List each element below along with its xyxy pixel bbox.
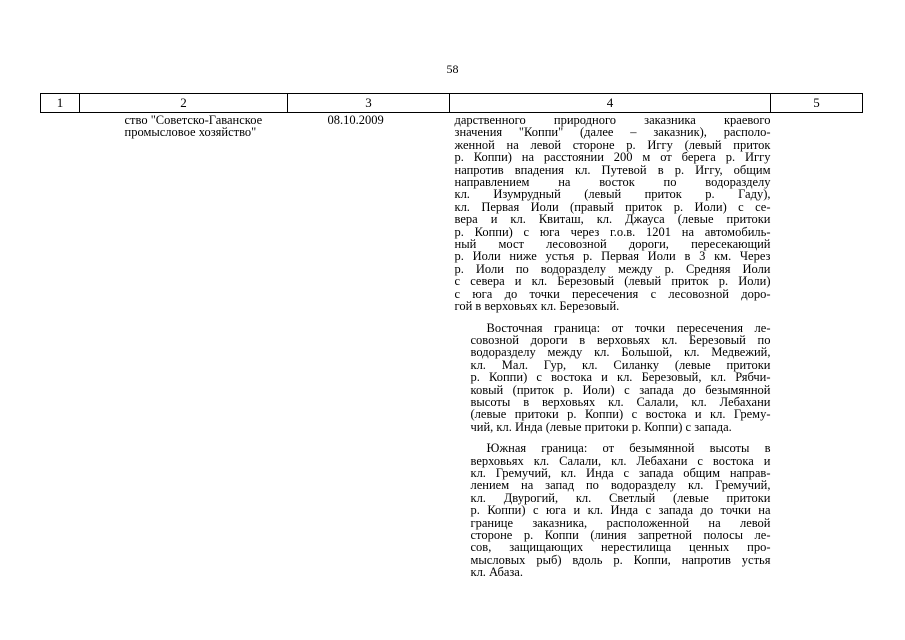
- organization-line: ство "Советско-Гаванское: [124, 113, 263, 127]
- description-line: сов, защищающих нерестилища ценных про-: [470, 540, 771, 555]
- description-line: кл. Гремучий, кл. Инда с запада общим направ-: [470, 465, 771, 480]
- description-line: верховьях кл. Салали, кл. Лебахани с востока и: [470, 453, 771, 468]
- cell-date: 08.10.2009: [327, 113, 384, 127]
- description-line: напротив впадения кл. Путевой в р. Иггу, общим: [454, 162, 771, 177]
- description-line: Восточная граница: от точки пересечения ле-: [486, 320, 771, 335]
- organization-line: промысловое хозяйство": [124, 125, 257, 140]
- description-paragraph: [455, 442, 771, 578]
- description-line: значения "Коппи" (далее – заказник), располо-: [454, 125, 771, 140]
- boundary-description: [455, 114, 771, 579]
- description-line: ный мост лесовозной дороги, пересекающий: [454, 237, 771, 252]
- description-line: р. Коппи) с востока и кл. Березовый, кл. Рябчи-: [470, 370, 771, 385]
- description-line: с севера и кл. Березовый (левый приток р. Иоли): [454, 274, 771, 289]
- cell-number: [41, 113, 80, 588]
- description-line: с юга до точки пересечения с лесовозной доро-: [454, 286, 771, 301]
- description-line: мысловых рыб) вдоль р. Коппи, напротив устья: [470, 552, 771, 567]
- cell-boundary-description: [450, 113, 771, 588]
- table-header-row: [41, 94, 863, 113]
- column-header-4: 4: [450, 94, 771, 113]
- description-line: границе заказника, расположенной на левой: [470, 515, 771, 530]
- description-line: ковый (приток р. Иоли) с запада до безымянной: [470, 382, 771, 397]
- description-line: водоразделу между кл. Большой, кл. Медвежий,: [470, 345, 771, 360]
- description-line: кл. Двурогий, кл. Светлый (левые притоки: [470, 490, 771, 505]
- description-line: р. Коппи) с юга через г.о.в. 1201 на автомобиль-: [454, 224, 771, 239]
- description-line: совозной дороги в верховьях кл. Березовый по: [470, 332, 771, 347]
- description-line: кл. Мал. Гур, кл. Силанку (левые притоки: [470, 357, 771, 372]
- description-line: кл. Абаза.: [470, 565, 523, 580]
- page-number: 58: [446, 62, 459, 76]
- description-line: направлением на восток по водоразделу: [454, 175, 771, 190]
- column-header-2: 2: [80, 94, 288, 113]
- description-line: вера и кл. Квиташ, кл. Джауса (левые притоки: [454, 212, 771, 227]
- description-line: кл. Изумрудный (левый приток р. Гаду),: [454, 187, 771, 202]
- table-row: [41, 113, 863, 588]
- register-table: [40, 93, 863, 588]
- description-paragraph: [455, 114, 771, 313]
- description-line: р. Коппи) с юга и кл. Инда с запада до точки на: [470, 503, 771, 518]
- description-line: дарственного природного заказника краевого: [454, 113, 771, 127]
- description-line: женной на левой стороне р. Иггу (левый приток: [454, 137, 771, 152]
- description-line: кл. Первая Иоли (правый приток р. Иоли) с се-: [454, 199, 771, 214]
- column-header-1: 1: [41, 94, 80, 113]
- description-line: гой в верховьях кл. Березовый.: [454, 299, 620, 314]
- description-line: стороне р. Коппи (линия запретной полосы ле-: [470, 528, 771, 542]
- description-paragraph: [455, 322, 771, 434]
- cell-organization: [80, 113, 288, 588]
- description-line: Южная граница: от безымянной высоты в: [486, 441, 771, 456]
- description-line: р. Иоли по водоразделу между р. Средняя Иоли: [454, 261, 771, 276]
- description-line: (левые притоки р. Коппи) с востока и кл. Грему-: [470, 407, 771, 422]
- description-line: р. Коппи) на расстоянии 200 м от берега р. Иггу: [454, 150, 771, 165]
- description-line: чий, кл. Инда (левые притоки р. Коппи) с запада.: [470, 419, 732, 434]
- description-line: р. Иоли ниже устья р. Первая Иоли в 3 км. Через: [454, 249, 771, 264]
- cell-notes: [771, 113, 863, 588]
- column-header-3: 3: [288, 94, 450, 113]
- description-line: лением на запад по водоразделу кл. Гремучий,: [470, 478, 771, 493]
- column-header-5: 5: [771, 94, 863, 113]
- description-line: высоты в верховьях кл. Салали, кл. Лебахани: [470, 394, 771, 409]
